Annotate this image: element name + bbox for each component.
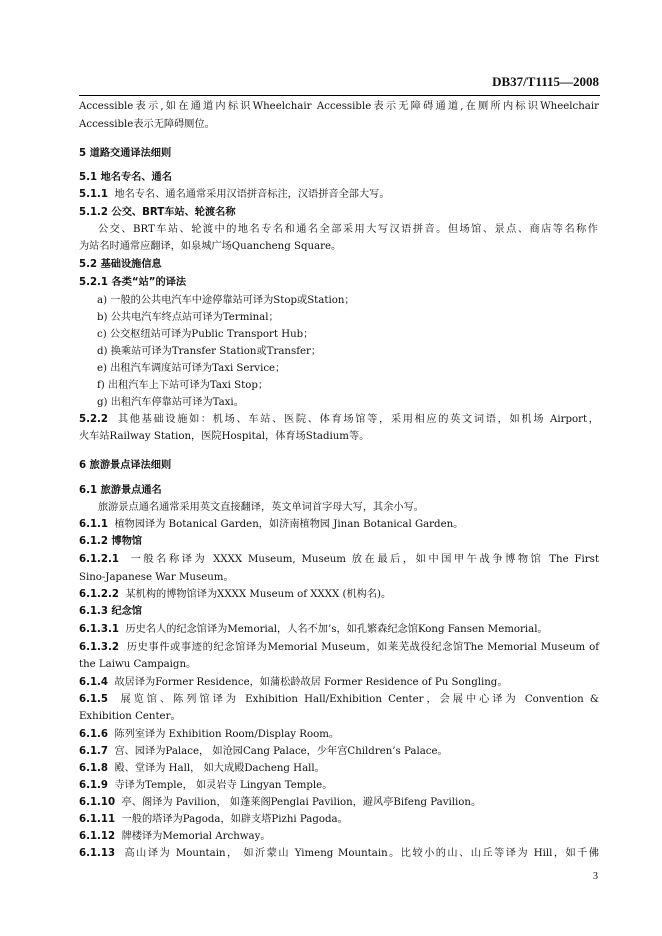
clause bbox=[79, 762, 599, 776]
subsection-heading: 6.1.3 纪念馆 bbox=[79, 606, 143, 617]
clause-text: 历史名人的纪念馆译为Memorial，人名不加’s，如孔繁森纪念馆Kong Fansen Memorial。 bbox=[125, 624, 548, 635]
paragraph-line: Accessible表示,如在通道内标识Wheelchair Accessible表示无障碍通道,在厕所内标识Wheelchair bbox=[79, 101, 599, 112]
clause bbox=[79, 676, 599, 690]
header-rule bbox=[79, 95, 600, 96]
clause bbox=[79, 623, 599, 637]
paragraph-line: Sino-Japanese War Museum。 bbox=[79, 572, 234, 583]
section-heading: 6 旅游景点译法细则 bbox=[79, 460, 172, 471]
clause bbox=[79, 728, 599, 742]
clause-number: 6.1.3.1 bbox=[79, 624, 119, 635]
list-item: e) 出租汽车调度站可译为Taxi Service； bbox=[97, 363, 286, 374]
clause-text: 植物园译为 Botanical Garden，如济南植物园 Jinan Botanical Garden。 bbox=[114, 519, 464, 530]
clause-number: 6.1.7 bbox=[79, 746, 109, 757]
clause bbox=[79, 779, 599, 793]
clause bbox=[79, 518, 599, 532]
clause-number: 6.1.11 bbox=[79, 814, 116, 825]
clause bbox=[79, 847, 599, 861]
clause-text: 殿、堂译为 Hall， 如大成殿Dacheng Hall。 bbox=[114, 763, 325, 774]
clause bbox=[79, 413, 599, 427]
clause-text: 故居译为Former Residence，如蒲松龄故居 Former Residence of Pu Songling。 bbox=[114, 677, 508, 688]
clause-number: 6.1.13 bbox=[79, 848, 116, 859]
clause-text: 一般名称译为 XXXX Museum, Museum 放在最后，如中国甲午战争博物馆 The First bbox=[130, 554, 599, 565]
clause-text: 地名专名、通名通常采用汉语拼音标注，汉语拼音全部大写。 bbox=[114, 189, 390, 200]
clause-number: 6.1.5 bbox=[79, 694, 109, 705]
clause bbox=[79, 588, 599, 602]
clause-number: 6.1.12 bbox=[79, 831, 116, 842]
paragraph-line: the Laiwu Campaign。 bbox=[79, 659, 197, 670]
clause bbox=[79, 796, 599, 810]
paragraph-line: 火车站Railway Station，医院Hospital，体育场Stadium等。 bbox=[79, 431, 370, 442]
subsection-heading: 6.1 旅游景点通名 bbox=[79, 485, 162, 496]
clause-number: 6.1.1 bbox=[79, 519, 109, 530]
clause-text: 高山译为 Mountain， 如沂蒙山 Yimeng Mountain。比较小的山、山丘等译为 Hill，如千佛 bbox=[124, 848, 599, 859]
subsection-heading: 5.2.1 各类“站”的译法 bbox=[79, 277, 187, 288]
clause-number: 6.1.3.2 bbox=[79, 642, 119, 653]
clause-text: 陈列室译为 Exhibition Room/Display Room。 bbox=[114, 729, 340, 740]
subsection-heading: 5.2 基础设施信息 bbox=[79, 259, 162, 270]
clause-number: 6.1.8 bbox=[79, 763, 109, 774]
list-item: f) 出租汽车上下站可译为Taxi Stop； bbox=[97, 380, 269, 391]
list-item: d) 换乘站可译为Transfer Station或Transfer； bbox=[97, 346, 322, 357]
clause-number: 6.1.2.2 bbox=[79, 589, 119, 600]
paragraph-line: 旅游景点通名通常采用英文直接翻译，英文单词首字母大写，其余小写。 bbox=[98, 502, 424, 513]
section-heading: 5 道路交通译法细则 bbox=[79, 148, 172, 159]
clause-text: 宫、园译为Palace， 如沧园Cang Palace，少年宫Children’s Palace。 bbox=[114, 746, 448, 757]
paragraph-line: Accessible表示无障碍厕位。 bbox=[79, 119, 215, 130]
page-number: 3 bbox=[593, 871, 598, 882]
standard-code-header: DB37/T1115—2008 bbox=[492, 74, 599, 89]
subsection-heading: 5.1 地名专名、通名 bbox=[79, 172, 172, 183]
clause-number: 6.1.4 bbox=[79, 677, 109, 688]
clause-number: 6.1.2.1 bbox=[79, 554, 119, 565]
clause bbox=[79, 745, 599, 759]
clause bbox=[79, 813, 599, 827]
list-item: b) 公共电汽车终点站可译为Terminal； bbox=[97, 312, 279, 323]
clause-text: 牌楼译为Memorial Archway。 bbox=[121, 831, 271, 842]
clause bbox=[79, 188, 599, 202]
clause-text: 某机构的博物馆译为XXXX Museum of XXXX (机构名)。 bbox=[125, 589, 392, 600]
clause-number: 5.2.2 bbox=[79, 414, 109, 425]
clause-number: 6.1.10 bbox=[79, 797, 116, 808]
list-item: a) 一般的公共电汽车中途停靠站可译为Stop或Station； bbox=[97, 295, 355, 306]
paragraph-line: 公交、BRT车站、轮渡中的地名专名和通名全部采用大写汉语拼音。但场馆、景点、商店等名称作 bbox=[98, 224, 598, 235]
clause-text: 寺译为Temple， 如灵岩寺 Lingyan Temple。 bbox=[114, 780, 333, 791]
clause bbox=[79, 693, 599, 707]
clause-text: 展览馆、陈列馆译为 Exhibition Hall/Exhibition Center，会展中心译为 Convention & bbox=[120, 694, 599, 705]
clause bbox=[79, 641, 599, 655]
list-item: g) 出租汽车停靠站可译为Taxi。 bbox=[97, 397, 244, 408]
clause-text: 其他基础设施如：机场、车站、医院、体育场馆等，采用相应的英文词语，如机场 Airport， bbox=[117, 414, 599, 425]
clause bbox=[79, 830, 599, 844]
subsection-heading: 6.1.2 博物馆 bbox=[79, 536, 143, 547]
clause-text: 历史事件或事迹的纪念馆译为Memorial Museum，如莱芜战役纪念馆The Memorial Museum of bbox=[126, 642, 599, 653]
paragraph-line: 为站名时通常应翻译，如泉城广场Quancheng Square。 bbox=[79, 241, 342, 252]
paragraph-line: Exhibition Center。 bbox=[79, 711, 181, 722]
subsection-heading: 5.1.2 公交、BRT车站、轮渡名称 bbox=[79, 207, 236, 218]
clause bbox=[79, 553, 599, 567]
clause-text: 一般的塔译为Pagoda，如辟支塔Pizhi Pagoda。 bbox=[121, 814, 348, 825]
list-item: c) 公交枢纽站可译为Public Transport Hub； bbox=[97, 329, 314, 340]
clause-text: 亭、阁译为 Pavilion， 如蓬莱阁Penglai Pavilion，避风亭Bifeng Pavilion。 bbox=[121, 797, 482, 808]
clause-number: 5.1.1 bbox=[79, 189, 109, 200]
clause-number: 6.1.6 bbox=[79, 729, 109, 740]
clause-number: 6.1.9 bbox=[79, 780, 109, 791]
